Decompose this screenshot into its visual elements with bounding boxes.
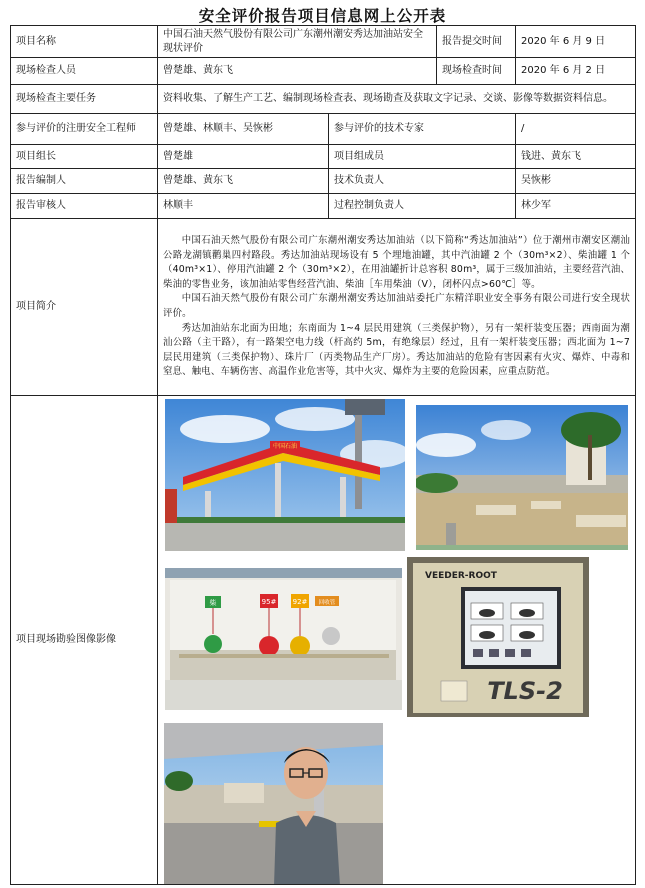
row-tasks xyxy=(11,85,636,114)
row-intro xyxy=(11,219,636,396)
label-reviewer: 报告审核人 xyxy=(11,194,158,219)
intro-paragraph-1: 中国石油天然气股份有限公司广东潮州潮安秀达加油站（以下简称“秀达加油站”）位于潮州市潮安区潮汕公路龙湖镇鹳巢四村路段。秀达加油站现场设有 5 个埋地油罐，其中汽油罐 2 个（30m³×2）、柴油罐 1 个（40m³×1）、停用汽油罐 2 个（30m³×2），在用油罐折计总容积 80m³，属于三级加油站，主要经营汽油、柴油的零售业务，该加油站零售经营汽油、柴油［车用柴油（V），闭杯闪点>60℃］等。 xyxy=(163,235,631,290)
value-intro xyxy=(158,219,636,396)
label-project-name: 项目名称 xyxy=(11,26,158,58)
label-leader: 项目组长 xyxy=(11,145,158,169)
value-members: 钱进、黄东飞 xyxy=(516,145,636,169)
value-reviewer: 林顺丰 xyxy=(158,194,329,219)
row-reviewer xyxy=(11,194,636,219)
photo-tank-area xyxy=(416,405,628,550)
value-inspection-date: 2020 年 6 月 2 日 xyxy=(516,58,636,85)
label-author: 报告编制人 xyxy=(11,169,158,194)
label-members: 项目组成员 xyxy=(329,145,516,169)
row-inspectors xyxy=(11,58,636,85)
value-tasks: 资料收集、了解生产工艺、编制现场检查表、现场勘查及获取文字记录、交谈、影像等数据资料信息。 xyxy=(158,85,636,114)
row-engineers xyxy=(11,114,636,145)
label-inspectors: 现场检查人员 xyxy=(11,58,158,85)
value-process-lead: 林少军 xyxy=(516,194,636,219)
photo-fill-ports xyxy=(165,568,402,710)
value-engineers: 曾楚雄、林顺丰、吴恢彬 xyxy=(158,114,329,145)
label-photos: 项目现场勘验图像影像 xyxy=(11,396,158,885)
svg-text:柴: 柴 xyxy=(209,599,217,607)
value-inspectors: 曾楚雄、黄东飞 xyxy=(158,58,437,85)
label-intro: 项目简介 xyxy=(11,219,158,396)
row-project-name xyxy=(11,26,636,58)
label-inspection-date: 现场检查时间 xyxy=(437,58,516,85)
svg-text:TLS-2: TLS-2 xyxy=(487,677,563,705)
label-process-lead: 过程控制负责人 xyxy=(329,194,516,219)
row-leader xyxy=(11,145,636,169)
value-leader: 曾楚雄 xyxy=(158,145,329,169)
svg-text:VEEDER-ROOT: VEEDER-ROOT xyxy=(425,571,497,581)
row-photos xyxy=(11,396,636,885)
value-project-name: 中国石油天然气股份有限公司广东潮州潮安秀达加油站安全现状评价 xyxy=(158,26,437,58)
label-engineers: 参与评价的注册安全工程师 xyxy=(11,114,158,145)
info-table xyxy=(10,25,636,885)
value-author: 曾楚雄、黄东飞 xyxy=(158,169,329,194)
value-submit-date: 2020 年 6 月 9 日 xyxy=(516,26,636,58)
label-submit-date: 报告提交时间 xyxy=(437,26,516,58)
label-tasks: 现场检查主要任务 xyxy=(11,85,158,114)
photo-tank-monitor xyxy=(407,557,589,717)
page-title: 安全评价报告项目信息网上公开表 xyxy=(198,7,447,25)
value-tech-lead: 吴恢彬 xyxy=(516,169,636,194)
photo-inspector xyxy=(164,723,383,885)
photos-cell xyxy=(158,396,636,885)
svg-text:回收管: 回收管 xyxy=(318,600,336,606)
intro-paragraph-2: 中国石油天然气股份有限公司广东潮州潮安秀达加油站委托广东精洋职业安全事务有限公司进行安全现状评价。 xyxy=(163,293,631,319)
intro-paragraph-3: 秀达加油站东北面为田地；东南面为 1~4 层民用建筑（三类保护物），另有一架杆装变压器；西南面为潮汕公路（主干路），有一路架空电力线（杆高约 5m，有绝缘层）经过，且有一架杆装变压器；西北面为 1~7 层民用建筑（三类保护物）、珠片厂（丙类物品生产厂房）。秀达加油站的危险有害因素有火灾、爆炸、中毒和窒息、触电、车辆伤害、高温作业危害等，其中火灾、爆炸为主要的危险因素，应重点防范。 xyxy=(163,322,631,378)
svg-text:中国石油: 中国石油 xyxy=(272,443,298,450)
svg-text:92#: 92# xyxy=(292,598,308,606)
label-experts: 参与评价的技术专家 xyxy=(329,114,516,145)
value-experts: / xyxy=(516,114,636,145)
photo-gas-station-canopy xyxy=(165,399,405,551)
label-tech-lead: 技术负责人 xyxy=(329,169,516,194)
row-author xyxy=(11,169,636,194)
svg-text:95#: 95# xyxy=(261,598,277,606)
